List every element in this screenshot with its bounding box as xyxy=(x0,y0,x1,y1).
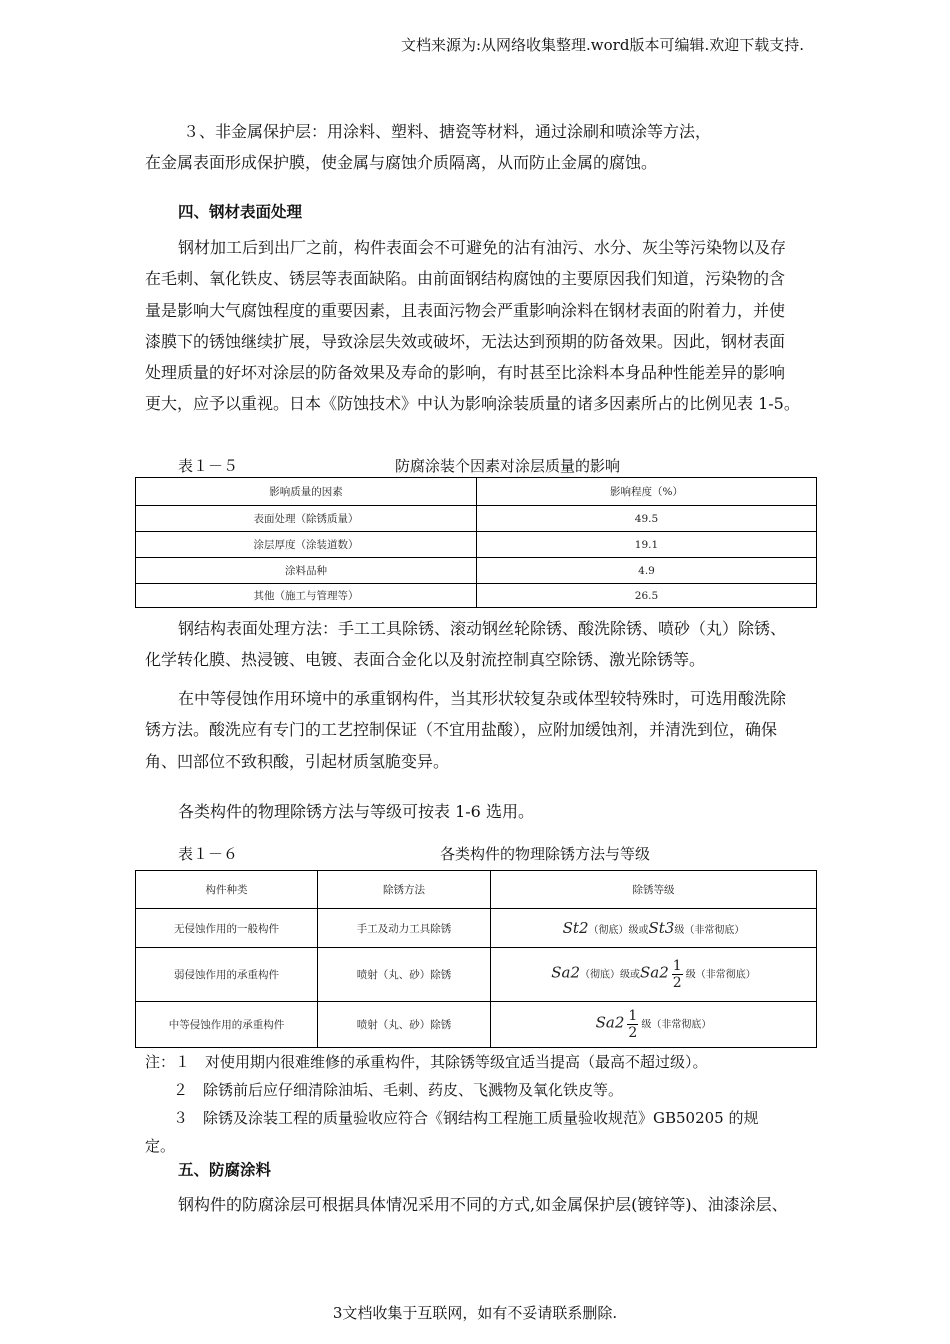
para-line: 化学转化膜、热浸镀、电镀、表面合金化以及射流控制真空除锈、激光除锈等。 xyxy=(145,650,706,670)
table-row xyxy=(136,532,817,558)
value-cell: 26.5 xyxy=(477,584,817,608)
fraction-numerator: 1 xyxy=(672,958,682,974)
para-line: 钢结构表面处理方法：手工工具除锈、滚动钢丝轮除锈、酸洗除锈、喷砂（丸）除锈、 xyxy=(178,619,787,638)
table-1-5-label: 表１－５ xyxy=(178,457,239,475)
factor-cell: 涂料品种 xyxy=(136,558,477,584)
value-cell: 4.9 xyxy=(477,558,817,584)
select-paragraph: 各类构件的物理除锈方法与等级可按表 1-6 选用。 xyxy=(178,802,534,821)
type-cell: 无侵蚀作用的一般构件 xyxy=(136,909,318,948)
grade-note: 级（非常彻底） xyxy=(685,969,756,981)
intro-line-2: 在金属表面形成保护膜，使金属与腐蚀介质隔离，从而防止金属的腐蚀。 xyxy=(145,153,658,173)
para-line: 量是影响大气腐蚀程度的重要因素，且表面污物会严重影响涂料在钢材表面的附着力，并使 xyxy=(145,300,786,320)
section-4-title: 四、钢材表面处理 xyxy=(178,202,303,221)
methods-paragraph xyxy=(145,613,817,676)
fraction-denominator: 2 xyxy=(628,1025,638,1041)
page-header: 文档来源为:从网络收集整理.word版本可编辑.欢迎下载支持. xyxy=(400,36,804,54)
factor-cell: 其他（施工与管理等） xyxy=(136,584,477,608)
section-5-paragraph: 钢构件的防腐涂层可根据具体情况采用不同的方式,如金属保护层(镀锌等)、油漆涂层、 xyxy=(178,1195,788,1214)
value-cell: 49.5 xyxy=(477,506,817,532)
method-cell: 喷射（丸、砂）除锈 xyxy=(318,948,491,1002)
table-1-6 xyxy=(135,870,817,1048)
table-header-row xyxy=(136,478,817,506)
header-cell: 构件种类 xyxy=(136,871,318,909)
table-row xyxy=(136,909,817,948)
fraction xyxy=(672,958,683,991)
para-line: 锈方法。酸洗应有专门的工艺控制保证（不宜用盐酸），应附加缓蚀剂，并清洗到位，确保 xyxy=(145,720,778,740)
note-1: 注：１ 对使用期内很难维修的承重构件，其除锈等级宜适当提高（最高不超过级）。 xyxy=(145,1053,708,1071)
table-row xyxy=(136,506,817,532)
header-cell: 影响程度（%） xyxy=(477,478,817,506)
table-1-5-title: 防腐涂装个因素对涂层质量的影响 xyxy=(395,457,621,475)
grade-note: （彻底）级或 xyxy=(580,969,641,981)
table-1-6-label: 表１－６ xyxy=(178,845,239,863)
para-line: 更大，应予以重视。日本《防蚀技术》中认为影响涂装质量的诸多因素所占的比例见表 1-5。 xyxy=(145,394,800,414)
table-row xyxy=(136,584,817,608)
grade-note: 级（非常彻底） xyxy=(641,1019,712,1031)
fraction-denominator: 2 xyxy=(672,975,682,991)
para-line: 钢材加工后到出厂之前，构件表面会不可避免的沾有油污、水分、灰尘等污染物以及存 xyxy=(178,238,787,257)
table-row xyxy=(136,1002,817,1048)
section-4-paragraph xyxy=(145,232,817,420)
fraction xyxy=(627,1008,638,1041)
grade-formula: St3 xyxy=(648,919,675,937)
table-1-5 xyxy=(135,477,817,608)
note-3-cont: 定。 xyxy=(145,1137,176,1155)
grade-formula: Sa2 xyxy=(640,963,669,982)
page-footer: 3文档收集于互联网，如有不妥请联系删除. xyxy=(332,1304,618,1322)
para-line: 在毛刺、氧化铁皮、锈层等表面缺陷。由前面钢结构腐蚀的主要原因我们知道，污染物的含 xyxy=(145,269,786,289)
intro-line-1: ３、非金属保护层：用涂料、塑料、搪瓷等材料，通过涂刷和喷涂等方法， xyxy=(183,122,712,141)
note-3: ３ 除锈及涂装工程的质量验收应符合《钢结构工程施工质量验收规范》GB50205 的规 xyxy=(173,1109,759,1127)
type-cell: 中等侵蚀作用的承重构件 xyxy=(136,1002,318,1048)
header-cell: 除锈等级 xyxy=(491,871,817,909)
fraction-numerator: 1 xyxy=(628,1008,638,1024)
factor-cell: 表面处理（除锈质量） xyxy=(136,506,477,532)
para-line: 处理质量的好坏对涂层的防备效果及寿命的影响，有时甚至比涂料本身品种性能差异的影响 xyxy=(145,363,786,383)
grade-cell xyxy=(491,1002,817,1048)
section-5-title: 五、防腐涂料 xyxy=(178,1160,272,1179)
table-row xyxy=(136,558,817,584)
para-line: 在中等侵蚀作用环境中的承重钢构件，当其形状较复杂或体型较特殊时，可选用酸洗除 xyxy=(178,689,787,708)
grade-cell xyxy=(491,909,817,948)
intro-paragraph xyxy=(145,116,817,179)
method-cell: 喷射（丸、砂）除锈 xyxy=(318,1002,491,1048)
grade-formula: Sa2 xyxy=(595,1013,625,1032)
grade-note: 级（非常彻底） xyxy=(674,925,745,936)
table-header-row xyxy=(136,871,817,909)
table-1-6-title: 各类构件的物理除锈方法与等级 xyxy=(440,845,651,863)
header-cell: 影响质量的因素 xyxy=(136,478,477,506)
para-line: 角、凹部位不致积酸，引起材质氢脆变异。 xyxy=(145,751,450,771)
notes xyxy=(145,1048,817,1160)
grade-formula: St2 xyxy=(562,919,589,937)
note-2: ２ 除锈前后应仔细清除油垢、毛刺、药皮、飞溅物及氧化铁皮等。 xyxy=(173,1081,624,1099)
grade-note: （彻底）级或 xyxy=(588,925,649,936)
header-cell: 除锈方法 xyxy=(318,871,491,909)
method-cell: 手工及动力工具除锈 xyxy=(318,909,491,948)
acid-paragraph xyxy=(145,683,817,777)
grade-formula: Sa2 xyxy=(551,963,581,982)
factor-cell: 涂层厚度（涂装道数） xyxy=(136,532,477,558)
type-cell: 弱侵蚀作用的承重构件 xyxy=(136,948,318,1002)
table-row xyxy=(136,948,817,1002)
para-line: 漆膜下的锈蚀继续扩展，导致涂层失效或破坏，无法达到预期的防备效果。因此，钢材表面 xyxy=(145,331,786,351)
grade-cell xyxy=(491,948,817,1002)
value-cell: 19.1 xyxy=(477,532,817,558)
